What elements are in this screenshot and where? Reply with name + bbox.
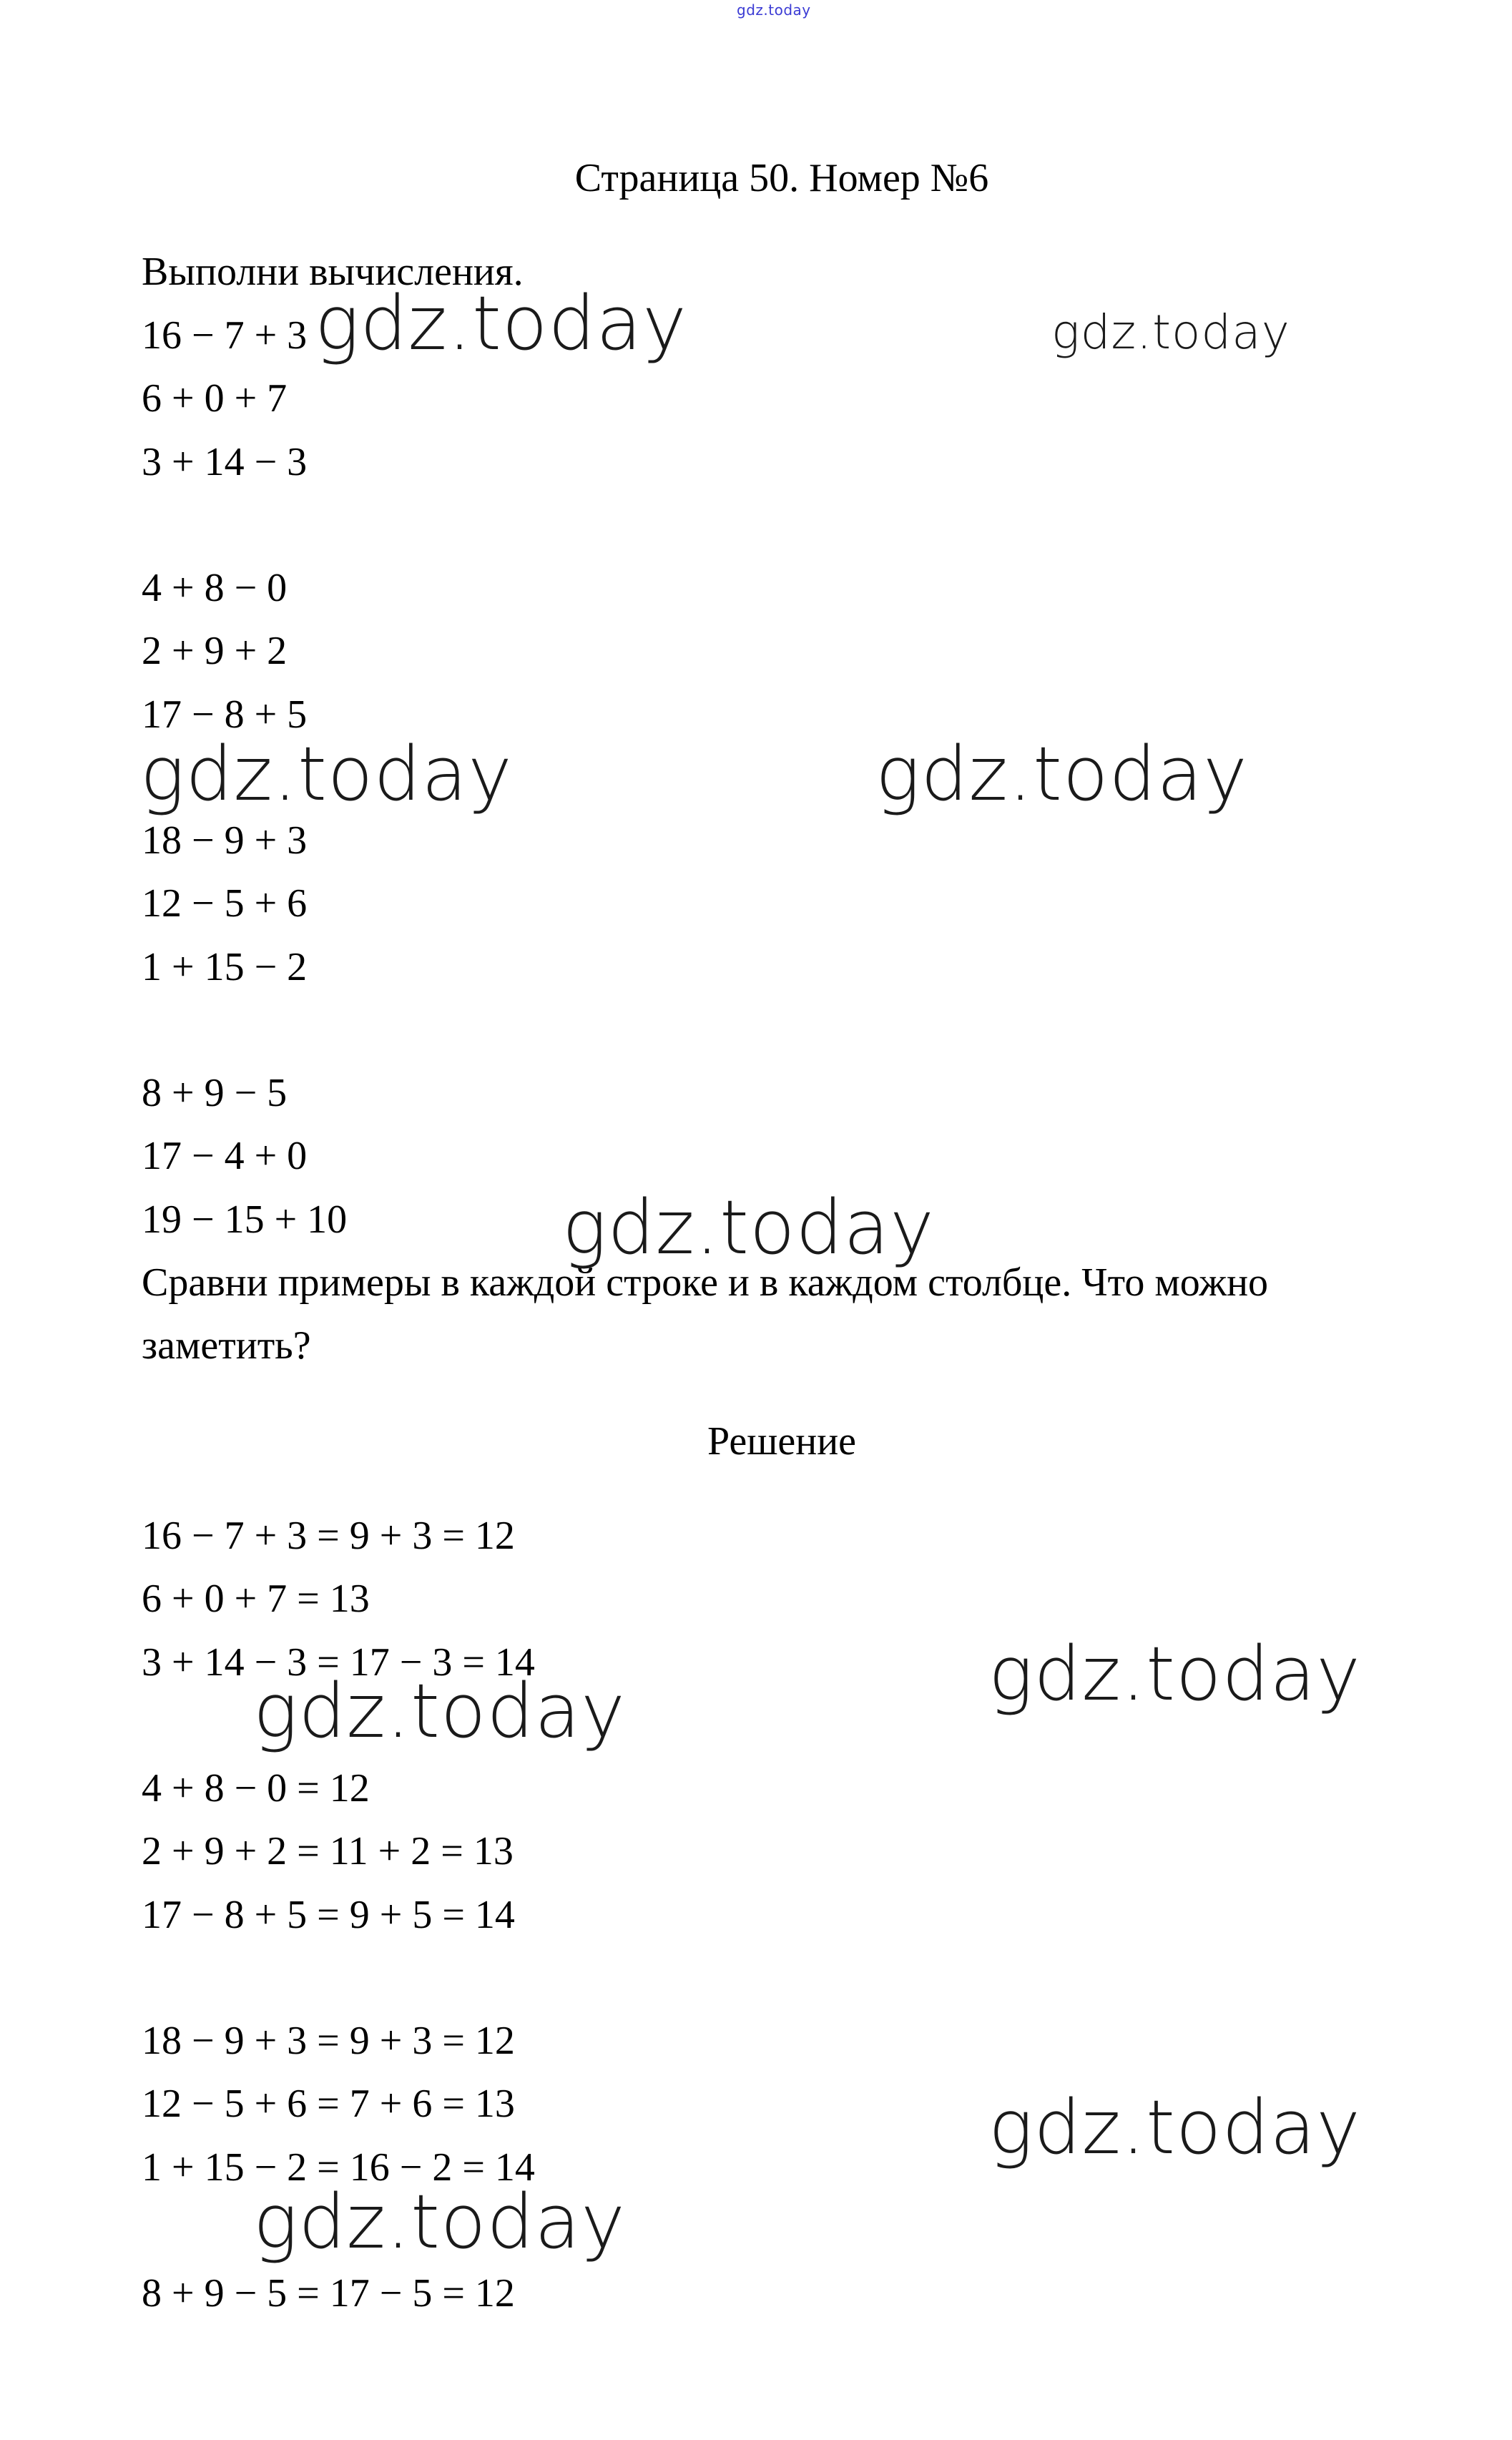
task-line: 19 − 15 + 10 <box>142 1197 348 1242</box>
task-line: 6 + 0 + 7 <box>142 376 288 421</box>
task-line: 2 + 9 + 2 <box>142 629 288 673</box>
task-instruction: Выполни вычисления. <box>142 250 524 294</box>
solution-line: 3 + 14 − 3 = 17 − 3 = 14 <box>142 1640 535 1685</box>
solution-line: 16 − 7 + 3 = 9 + 3 = 12 <box>142 1514 515 1558</box>
task-line: 16 − 7 + 3 <box>142 313 308 358</box>
watermark: gdz.today <box>988 1630 1361 1718</box>
task-line: 1 + 15 − 2 <box>142 945 308 989</box>
solution-line: 1 + 15 − 2 = 16 − 2 = 14 <box>142 2145 535 2190</box>
task-line: 18 − 9 + 3 <box>142 818 308 863</box>
watermark: gdz.today <box>875 730 1248 818</box>
solution-line: 12 − 5 + 6 = 7 + 6 = 13 <box>142 2082 515 2126</box>
solution-line: 6 + 0 + 7 = 13 <box>142 1577 370 1621</box>
page-title: Страница 50. Номер №6 <box>574 156 989 200</box>
question-line: заметить? <box>142 1323 311 1368</box>
watermark: gdz.today <box>988 2084 1361 2171</box>
watermark: gdz.today <box>315 280 687 367</box>
solution-line: 18 − 9 + 3 = 9 + 3 = 12 <box>142 2019 515 2063</box>
solution-heading: Решение <box>707 1419 857 1464</box>
question-line: Сравни примеры в каждой строке и в каждом столбце. Что можно <box>142 1260 1269 1305</box>
task-line: 8 + 9 − 5 <box>142 1071 288 1115</box>
watermark: gdz.today <box>253 1667 626 1755</box>
task-line: 17 − 4 + 0 <box>142 1134 308 1178</box>
watermark: gdz.today <box>562 1184 935 1271</box>
watermark: gdz.today <box>253 2178 626 2265</box>
task-line: 4 + 8 − 0 <box>142 566 288 610</box>
watermark: gdz.today <box>1051 305 1290 360</box>
solution-line: 8 + 9 − 5 = 17 − 5 = 12 <box>142 2271 515 2316</box>
task-line: 17 − 8 + 5 <box>142 692 308 737</box>
task-line: 3 + 14 − 3 <box>142 440 308 484</box>
watermark: gdz.today <box>140 730 513 818</box>
solution-line: 2 + 9 + 2 = 11 + 2 = 13 <box>142 1829 514 1873</box>
top-watermark: gdz.today <box>737 1 811 19</box>
task-line: 12 − 5 + 6 <box>142 881 308 926</box>
solution-line: 4 + 8 − 0 = 12 <box>142 1766 370 1811</box>
solution-line: 17 − 8 + 5 = 9 + 5 = 14 <box>142 1893 515 1937</box>
